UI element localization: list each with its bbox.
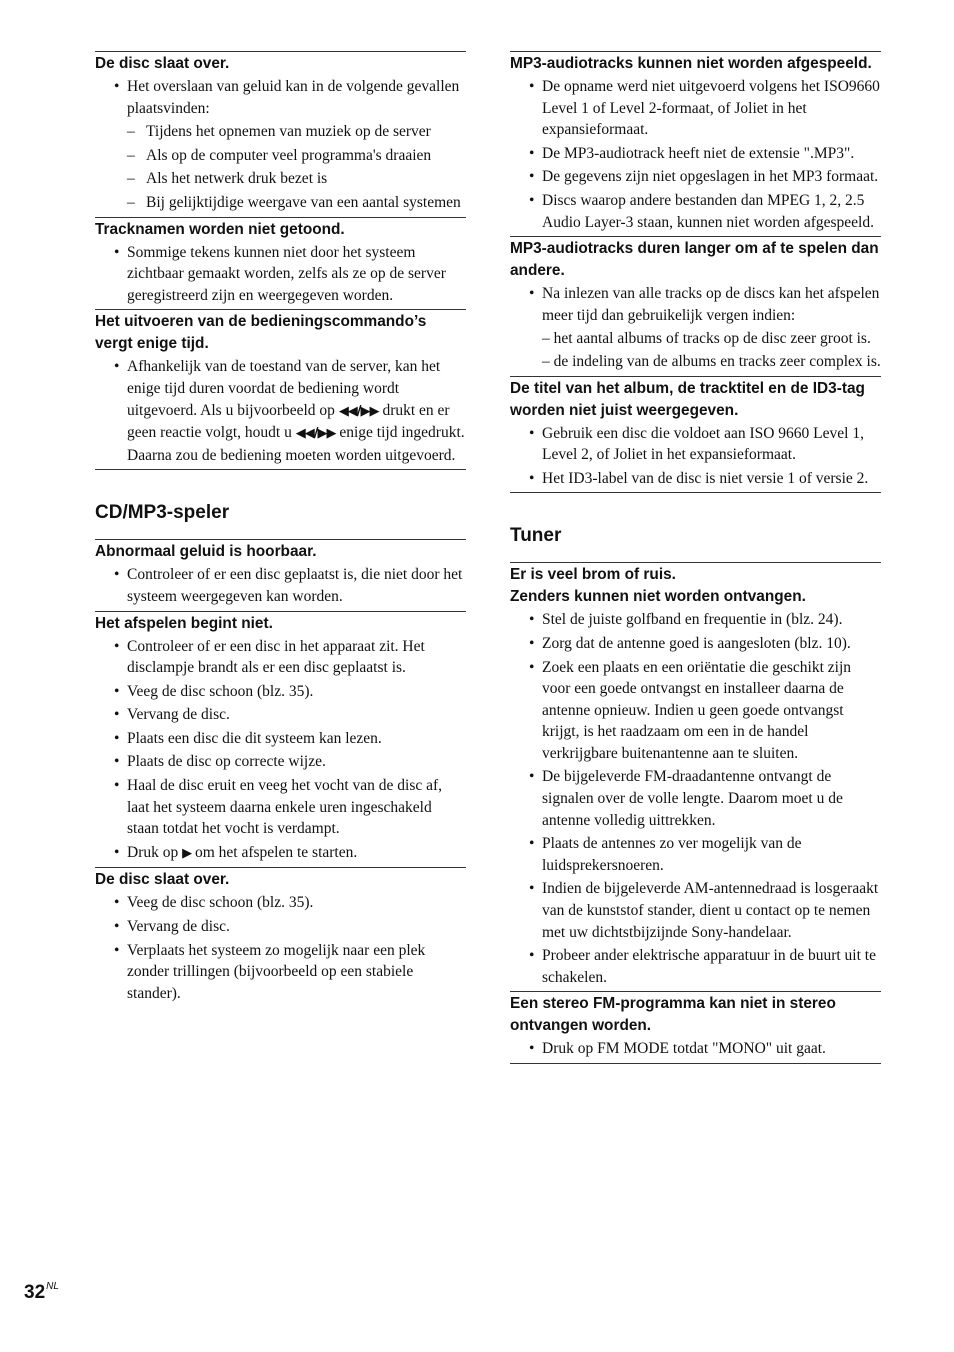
bullet-item: • Controleer of er een disc geplaatst is, die niet door het systeem weergegeven kan worden. — [95, 564, 466, 607]
dash-item: – het aantal albums of tracks op de disc zeer groot is. — [542, 330, 871, 348]
bullet-item: • Gebruik een disc die voldoet aan ISO 9660 Level 1, Level 2, of Joliet in het expansieformaat. — [510, 423, 881, 466]
dash-item: – Bij gelijktijdige weergave van een aantal systemen — [95, 192, 466, 214]
section-disc-skips-2 — [95, 867, 466, 1004]
divider — [95, 469, 466, 470]
language-code: NL — [46, 1281, 59, 1292]
text-part: Druk op — [127, 843, 179, 861]
section-heading: Abnormaal geluid is hoorbaar. — [95, 543, 317, 561]
bullet-item: • Het ID3-label van de disc is niet versie 1 of versie 2. — [510, 468, 881, 490]
bullet-item: • Sommige tekens kunnen niet door het systeem zichtbaar gemaakt worden, zelfs als ze op de server geregistreerd zijn en weergegeven worden. — [95, 242, 466, 307]
bullet-item: • Druk op FM MODE totdat "MONO" uit gaat. — [510, 1038, 881, 1060]
left-column — [95, 51, 466, 1007]
bullet-item: • Plaats de antennes zo ver mogelijk van de luidsprekersnoeren. — [510, 833, 881, 876]
bullet-item: • Vervang de disc. — [95, 704, 466, 726]
bullet-item: • De bijgeleverde FM-draadantenne ontvangt de signalen over de volle lengte. Daarom moet u de antenne volledig uittrekken. — [510, 766, 881, 831]
text-part: enige tijd ingedrukt. Daarna zou de bediening moeten worden uitgevoerd. — [127, 424, 465, 464]
section-heading: Een stereo FM-programma kan niet in stereo ontvangen worden. — [510, 995, 836, 1035]
bullet-item: • Controleer of er een disc in het apparaat zit. Het disclampje brandt als er een disc geplaatst is. — [95, 636, 466, 679]
section-mp3-not-playing — [510, 51, 881, 233]
dash-item: – Als op de computer veel programma's draaien — [95, 145, 466, 167]
bullet-item: • De opname werd niet uitgevoerd volgens het ISO9660 Level 1 of Level 2-formaat, of Joliet in het expansieformaat. — [510, 76, 881, 141]
section-id3-tags — [510, 376, 881, 490]
bullet-item: • Het overslaan van geluid kan in de volgende gevallen plaatsvinden: — [95, 76, 466, 119]
section-disc-skips — [95, 51, 466, 214]
page-number — [24, 1281, 59, 1304]
bullet-item: • Haal de disc eruit en veeg het vocht van de disc af, laat het systeem daarna enkele uren ingeschakeld staan totdat het vocht is verdampt. — [95, 775, 466, 840]
bullet-item: • De MP3-audiotrack heeft niet de extensie ".MP3". — [510, 143, 881, 165]
bullet-item: • Probeer ander elektrische apparatuur in de buurt uit te schakelen. — [510, 945, 881, 988]
section-tracknames — [95, 217, 466, 307]
bullet-item: • Plaats een disc die dit systeem kan lezen. — [95, 728, 466, 750]
section-heading: Het afspelen begint niet. — [95, 614, 273, 632]
bullet-item: • Discs waarop andere bestanden dan MPEG 1, 2, 2.5 Audio Layer-3 staan, kunnen niet worden afgespeeld. — [510, 190, 881, 233]
category-heading-tuner: Tuner — [510, 525, 562, 547]
section-heading: MP3-audiotracks duren langer om af te spelen dan andere. — [510, 240, 879, 280]
right-column — [510, 51, 881, 1064]
divider — [510, 1063, 881, 1064]
bullet-item: • Na inlezen van alle tracks op de discs kan het afspelen meer tijd dan gebruikelijk vergen indien: — [510, 283, 881, 326]
section-abnormal-sound — [95, 539, 466, 607]
divider — [510, 492, 881, 493]
section-heading: De disc slaat over. — [95, 871, 230, 889]
play-icon: ▶ — [182, 845, 192, 861]
bullet-item: • Plaats de disc op correcte wijze. — [95, 751, 466, 773]
section-heading: Zenders kunnen niet worden ontvangen. — [510, 588, 806, 606]
bullet-item: • De gegevens zijn niet opgeslagen in het MP3 formaat. — [510, 166, 881, 188]
dash-item: – Tijdens het opnemen van muziek op de server — [95, 121, 466, 143]
page-number-value: 32 — [24, 1282, 46, 1303]
category-heading-cd-mp3: CD/MP3-speler — [95, 502, 230, 524]
text-part: om het afspelen te starten. — [194, 843, 358, 861]
bullet-item: • Verplaats het systeem zo mogelijk naar een plek zonder trillingen (bijvoorbeeld op een stabiele stander). — [95, 940, 466, 1005]
bullet-item: • Vervang de disc. — [95, 916, 466, 938]
text-part: drukt en er geen reactie volgt, houdt u — [127, 401, 450, 442]
section-mp3-slow-start — [510, 236, 881, 372]
bullet-item: • Stel de juiste golfband en frequentie in (blz. 24). — [510, 609, 881, 631]
bullet-item: • Veeg de disc schoon (blz. 35). — [95, 892, 466, 914]
section-noise — [510, 562, 881, 988]
section-playback-not-starting — [95, 611, 466, 865]
bullet-item — [95, 842, 466, 865]
skip-buttons-symbol: ◀◀/▶▶ — [295, 426, 336, 442]
section-fm-stereo — [510, 991, 881, 1060]
section-heading: Er is veel brom of ruis. — [510, 566, 676, 584]
bullet-item — [95, 356, 466, 466]
section-heading: MP3-audiotracks kunnen niet worden afgespeeld. — [510, 55, 872, 72]
bullet-item: • Veeg de disc schoon (blz. 35). — [95, 681, 466, 703]
bullet-item: • Zoek een plaats en een oriëntatie die geschikt zijn voor een goede ontvangst en installeer daarna de antenne opnieuw. Indien u geen goede ontvangst krijgt, is het raadzaam om een in de handel verkrijgbare buitenantenne aan te sluiten. — [510, 657, 881, 765]
section-command-delay — [95, 309, 466, 466]
dash-item: – de indeling van de albums en tracks zeer complex is. — [542, 352, 881, 370]
bullet-item: • Indien de bijgeleverde AM-antennedraad is losgeraakt van de kunststof stander, dient u contact op te nemen met uw dichtstbijzijnde Sony-handelaar. — [510, 878, 881, 943]
text-part: Afhankelijk van de toestand van de server, kan het enige tijd duren voordat de bediening wordt uitgevoerd. Als u bijvoorbeeld op — [127, 358, 441, 419]
section-heading: De disc slaat over. — [95, 55, 230, 72]
section-heading: Tracknamen worden niet getoond. — [95, 220, 345, 238]
section-heading: Het uitvoeren van de bedieningscommando’s vergt enige tijd. — [95, 313, 427, 353]
section-heading: De titel van het album, de tracktitel en de ID3-tag worden niet juist weergegeven. — [510, 379, 865, 419]
skip-buttons-symbol: ◀◀/▶▶ — [338, 403, 379, 419]
bullet-item: • Zorg dat de antenne goed is aangesloten (blz. 10). — [510, 633, 881, 655]
dash-item: – Als het netwerk druk bezet is — [95, 168, 466, 190]
